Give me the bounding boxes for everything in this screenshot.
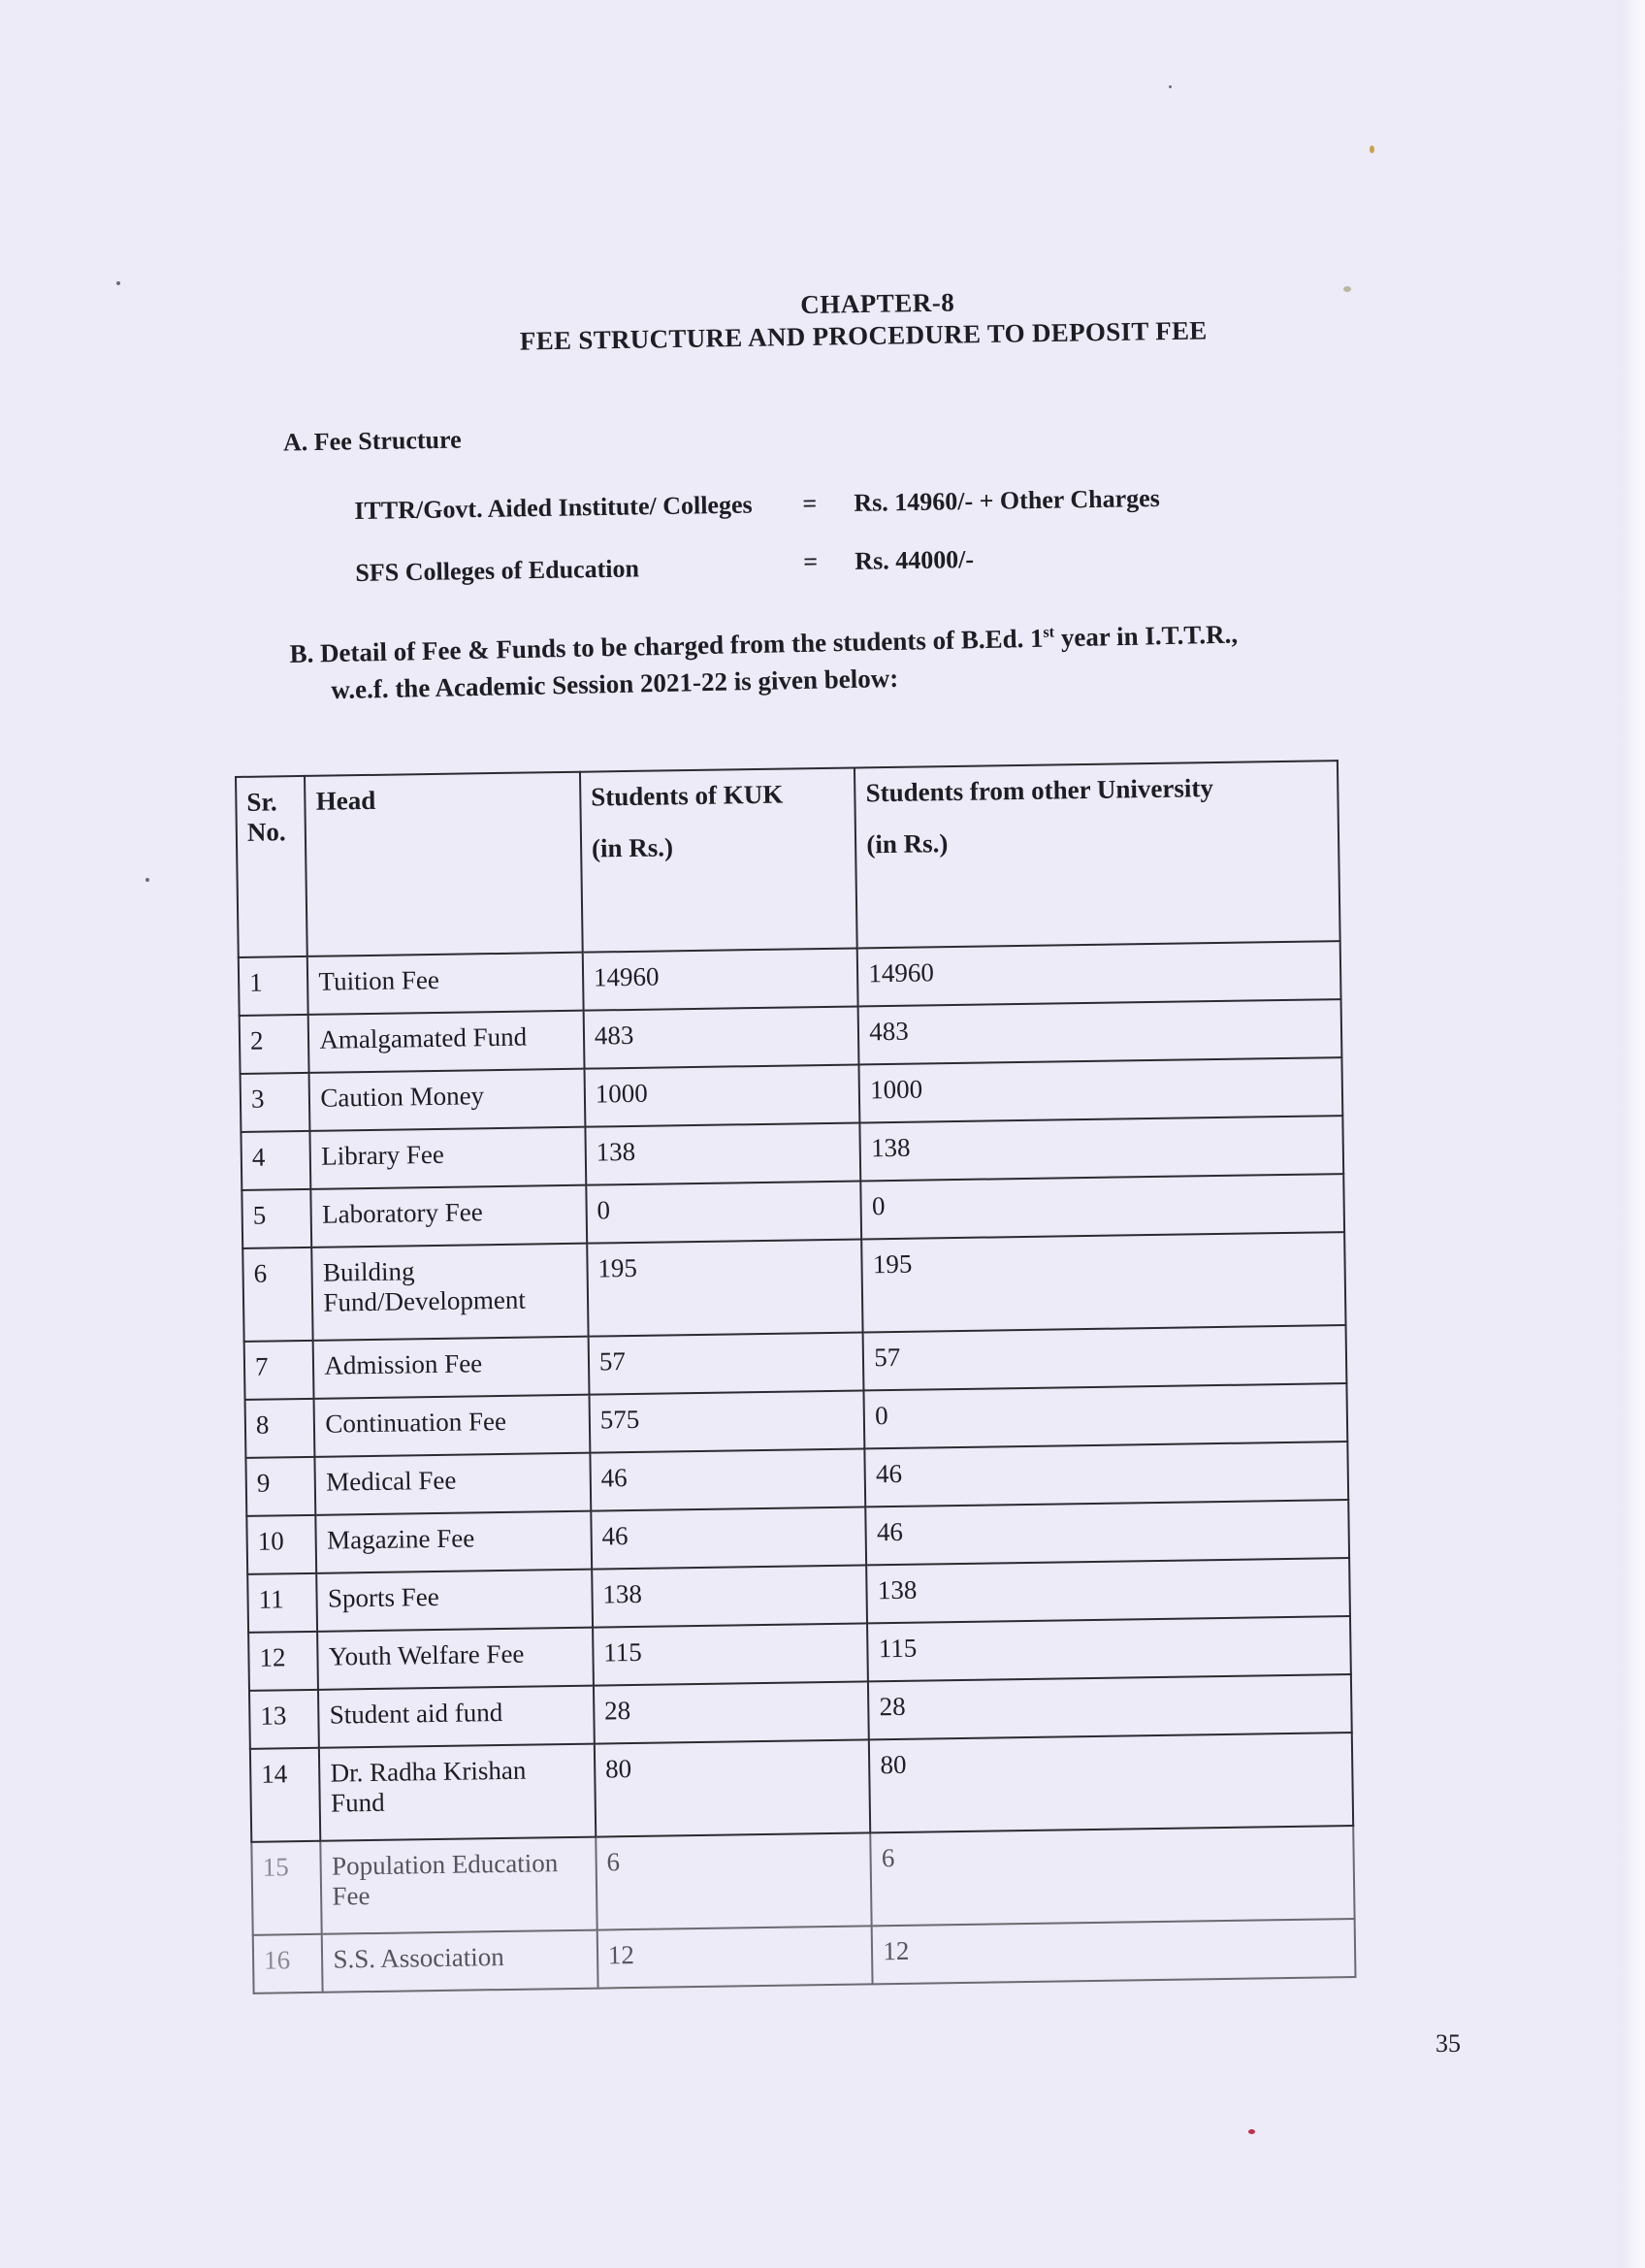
cell-kuk-amount: 46 [591, 1507, 866, 1569]
cell-head: Population Education Fee [321, 1837, 597, 1934]
fee-line-sfs [355, 530, 1229, 601]
scan-speck [1169, 85, 1172, 88]
cell-kuk-amount: 6 [596, 1832, 872, 1929]
cell-other-amount: 138 [866, 1558, 1350, 1623]
cell-other-amount: 57 [863, 1325, 1347, 1390]
cell-head: Laboratory Fee [311, 1185, 587, 1247]
section-b-suffix: year in I.T.T.R., [1053, 619, 1239, 653]
cell-sr-no: 5 [242, 1189, 311, 1248]
fee-table [235, 760, 1357, 1994]
cell-sr-no: 12 [248, 1632, 318, 1691]
table-body [239, 941, 1356, 1993]
table-row [242, 1232, 1345, 1342]
scan-speck [1370, 146, 1374, 153]
cell-kuk-amount: 80 [595, 1739, 871, 1836]
cell-other-amount: 6 [871, 1826, 1355, 1926]
cell-head: Library Fee [310, 1127, 586, 1189]
cell-kuk-amount: 138 [585, 1122, 860, 1184]
section-b-paragraph [289, 607, 1405, 709]
cell-sr-no: 9 [245, 1457, 315, 1516]
header-other-university [855, 761, 1339, 948]
cell-sr-no: 1 [239, 956, 308, 1016]
cell-other-amount: 483 [858, 999, 1342, 1064]
cell-other-amount: 46 [866, 1500, 1350, 1565]
cell-other-amount: 12 [872, 1919, 1356, 1984]
header-sr-no: Sr. No. [236, 776, 307, 957]
cell-sr-no: 16 [253, 1934, 323, 1993]
table-row [251, 1826, 1354, 1935]
chapter-heading [427, 282, 1301, 358]
scan-speck [116, 281, 120, 285]
page-number: 35 [1435, 2029, 1461, 2057]
cell-sr-no: 13 [249, 1690, 319, 1749]
cell-kuk-amount: 483 [583, 1006, 858, 1068]
table-row [250, 1733, 1353, 1842]
chapter-title: FEE STRUCTURE AND PROCEDURE TO DEPOSIT FEE [519, 315, 1208, 356]
header-kuk [580, 768, 857, 953]
cell-other-amount: 138 [860, 1116, 1344, 1181]
header-other-label: Students from other University [865, 773, 1214, 808]
fee-line-label: SFS Colleges of Education [355, 554, 640, 587]
page-edge [1618, 0, 1645, 2268]
cell-other-amount: 0 [861, 1174, 1345, 1239]
cell-head: Continuation Fee [314, 1395, 590, 1457]
cell-kuk-amount: 195 [587, 1239, 863, 1336]
cell-sr-no: 11 [247, 1573, 317, 1633]
fee-line-amount: Rs. 44000/- [855, 544, 975, 575]
cell-kuk-amount: 575 [589, 1390, 864, 1452]
cell-kuk-amount: 138 [592, 1565, 867, 1627]
cell-other-amount: 28 [868, 1674, 1352, 1739]
cell-other-amount: 115 [867, 1616, 1351, 1681]
fee-line-amount: Rs. 14960/- + Other Charges [854, 483, 1161, 517]
cell-other-amount: 195 [861, 1232, 1345, 1332]
section-b-prefix: B. Detail of Fee & Funds to be charged from the students of B.Ed. 1 [289, 623, 1044, 668]
header-head: Head [305, 772, 582, 956]
cell-sr-no: 8 [245, 1399, 315, 1458]
cell-head: Dr. Radha Krishan Fund [319, 1744, 596, 1841]
cell-head: S.S. Association [322, 1930, 597, 1993]
fee-structure-lines [354, 471, 1229, 601]
fee-line-label: ITTR/Govt. Aided Institute/ Colleges [354, 490, 753, 525]
cell-kuk-amount: 1000 [584, 1064, 859, 1126]
section-b-line2: w.e.f. the Academic Session 2021-22 is given below: [330, 663, 899, 705]
header-other-unit: (in Rs.) [866, 828, 949, 859]
section-a-heading: A. Fee Structure [282, 425, 462, 457]
cell-kuk-amount: 28 [594, 1681, 869, 1743]
cell-head: Admission Fee [313, 1337, 589, 1399]
cell-other-amount: 1000 [859, 1057, 1343, 1122]
cell-head: Medical Fee [315, 1453, 591, 1515]
scan-speck [145, 878, 149, 882]
cell-sr-no: 2 [240, 1015, 309, 1074]
cell-head: Caution Money [309, 1069, 585, 1131]
scan-speck [1343, 286, 1351, 292]
cell-other-amount: 14960 [857, 941, 1341, 1006]
cell-head: Tuition Fee [307, 953, 583, 1015]
section-b-sup: st [1043, 624, 1055, 641]
cell-sr-no: 6 [242, 1247, 313, 1342]
cell-other-amount: 0 [864, 1383, 1348, 1448]
cell-head: Building Fund/Development [312, 1244, 589, 1341]
cell-other-amount: 80 [869, 1733, 1353, 1832]
cell-sr-no: 10 [246, 1515, 316, 1574]
table-header-row [236, 761, 1340, 957]
cell-sr-no: 4 [241, 1131, 310, 1190]
cell-sr-no: 7 [244, 1341, 314, 1400]
cell-head: Amalgamated Fund [308, 1011, 584, 1073]
cell-head: Magazine Fee [316, 1511, 592, 1573]
scan-speck [1248, 2129, 1255, 2134]
cell-kuk-amount: 12 [597, 1926, 873, 1988]
cell-head: Student aid fund [318, 1686, 594, 1748]
cell-kuk-amount: 14960 [583, 948, 858, 1010]
cell-other-amount: 46 [865, 1442, 1349, 1507]
cell-sr-no: 14 [250, 1748, 321, 1842]
fee-line-equals: = [803, 547, 819, 576]
chapter-number: CHAPTER-8 [800, 287, 955, 320]
cell-kuk-amount: 57 [588, 1332, 863, 1394]
cell-sr-no: 3 [241, 1073, 310, 1132]
cell-kuk-amount: 46 [590, 1448, 865, 1510]
header-kuk-label: Students of KUK [590, 779, 784, 812]
cell-sr-no: 15 [251, 1841, 322, 1935]
header-kuk-unit: (in Rs.) [591, 832, 674, 863]
cell-kuk-amount: 0 [586, 1181, 861, 1243]
cell-head: Sports Fee [317, 1570, 593, 1632]
cell-head: Youth Welfare Fee [317, 1628, 593, 1690]
cell-kuk-amount: 115 [593, 1623, 868, 1685]
fee-line-equals: = [802, 489, 818, 518]
